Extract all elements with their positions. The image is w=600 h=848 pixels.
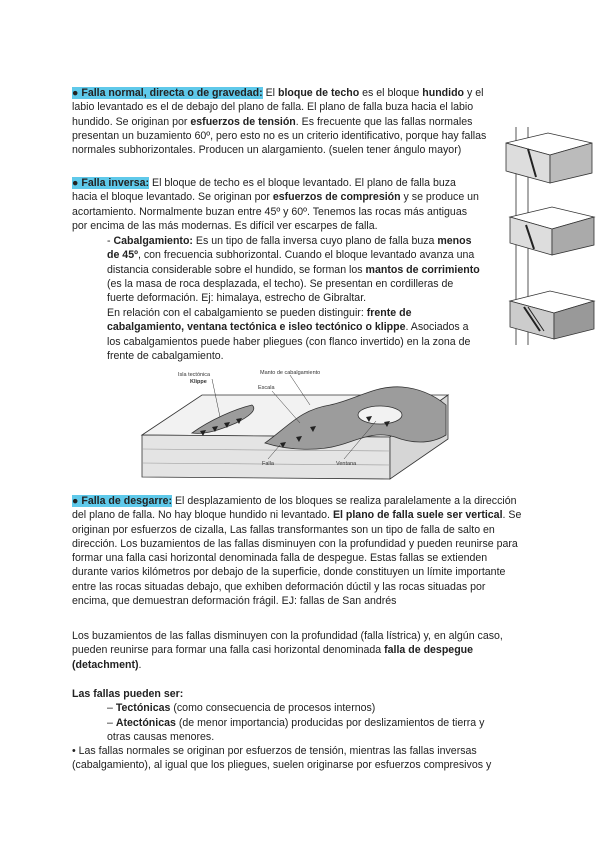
label-falla: Falla [262,461,274,467]
text: El [262,87,278,99]
text: Es un tipo de falla inversa cuyo plano de falla buza [192,235,438,247]
heading-falla-inversa: ● Falla inversa: [72,177,150,189]
dash: – [107,702,116,714]
bold-term: Tectónicas [115,702,171,714]
bold-term: menos de 45º [107,235,472,262]
text: (como consecuencia de procesos internos) [170,702,376,714]
label-manto: Manto de cabalgamiento [260,370,321,376]
bold-term: esfuerzos de tensión [190,115,296,128]
text: Los buzamientos de las fallas disminuyen con la profundidad (falla lístrica) y, en algún caso, pueden reunirse para formar una falla casi horizontal denominada [72,630,503,657]
paragraph-falla-desgarre [72,494,522,608]
text: , con frecuencia subhorizontal. Cuando el bloque levantado avanza una distancia considerable sobre el hundido, se forman los [107,249,475,276]
label-klippe: Klippe [190,379,207,385]
text: y el labio levantado es el de debajo del plano de falla. El plano de falla buza hacia el labio hundido. Se originan por [72,87,484,128]
text: (es la masa de roca desplazada, el techo). Se presentan en cordilleras de fuerte deformación. Ej: himalaya, estrecho de Gibraltar. [107,277,454,305]
text: En relación con el cabalgamiento se pueden distinguir: [107,307,367,319]
paragraph-falla-listrica [72,629,528,672]
bold-term: bloque de techo [277,87,360,99]
bold-term: Las fallas pueden ser: [72,688,184,700]
bold-term: Cabalgamiento: [113,235,193,247]
bold-term: El plano de falla suele ser vertical [332,509,503,522]
text: . Se originan por esfuerzos de cizalla, Las fallas transformantes son un tipo de falla de salto en dirección. Los buzamientos de las fallas disminuyen con la profundidad y pueden reunirse para formar una falla casi horizontal denominada falla de despegue. Estas fallas se extienden durante varios kilómetros por debajo de la superficie, donde constituyen un límite importante entre las rocas situadas debajo, que exhiben deformación dúctil y las rocas situadas por encima, que demuestran deformación frágil. EJ: fallas de San andrés [72,509,522,608]
text: (de menor importancia) producidas por deslizamientos de tierra y otras causas menores. [107,717,485,744]
thrust-diagram [140,365,450,483]
bold-term: esfuerzos de compresión [272,191,401,204]
bold-term: falla de despegue (detachment) [72,644,474,671]
dash: – [107,717,116,729]
text: El bloque de techo es el bloque levantado. El plano de falla buza hacia el bloque levantado. Se originan por [72,177,456,204]
list-item-atectonicas [107,716,507,745]
heading-tipos [72,687,522,701]
fault-blocks-figure [488,125,600,347]
bold-term: frente de cabalgamiento, ventana tectónica e isleo tectónico o klippe [107,307,412,334]
paragraph-bullet-esfuerzos [72,744,528,773]
bold-term: hundido [422,87,465,99]
label-ventana: Ventana [336,461,357,467]
list-item-tectonicas [107,701,507,715]
heading-falla-normal: ● Falla normal, directa o de gravedad: [72,87,263,99]
label-isla-tectonica: Isla tectónica [178,372,211,378]
text: y se produce un acortamiento. Normalmente buzan entre 45º y 60º. Tenemos las rocas más antiguas por encima de las más modernas. Es difícil ver escarpes de falla. [72,191,479,232]
label-escala: Escala [258,385,275,391]
text: . Asociados a los cabalgamientos puede haber pliegues (con flanco invertido) en la zona de frente de cabalgamiento. [107,321,471,362]
text: El desplazamiento de los bloques se realiza paralelamente a la dirección del plano de falla. No hay bloque hundido ni levantado. [72,495,517,522]
text: es el bloque [359,87,423,99]
text: . [138,658,142,671]
text: • Las fallas normales se originan por esfuerzos de tensión, mientras las fallas inversas (cabalgamiento), al igual que los pliegues, suelen originarse por esfuerzos compresivos y [72,745,492,772]
paragraph-falla-normal [72,86,502,157]
bold-term: Atectónicas [115,717,176,729]
paragraph-cabalgamiento [107,234,482,305]
paragraph-falla-inversa [72,176,482,233]
paragraph-cabalgamiento-relacion [107,306,482,363]
dash: - [107,235,114,247]
text: . Es frecuente que las fallas normales presentan un buzamiento 60º, pero esto no es un criterio identificativo, porque hay fallas normales subhorizontales. Producen un alargamiento. (suelen tener ángulo mayor) [72,115,487,157]
bold-term: mantos de corrimiento [365,263,480,276]
heading-falla-desgarre: ● Falla de desgarre: [72,495,173,507]
